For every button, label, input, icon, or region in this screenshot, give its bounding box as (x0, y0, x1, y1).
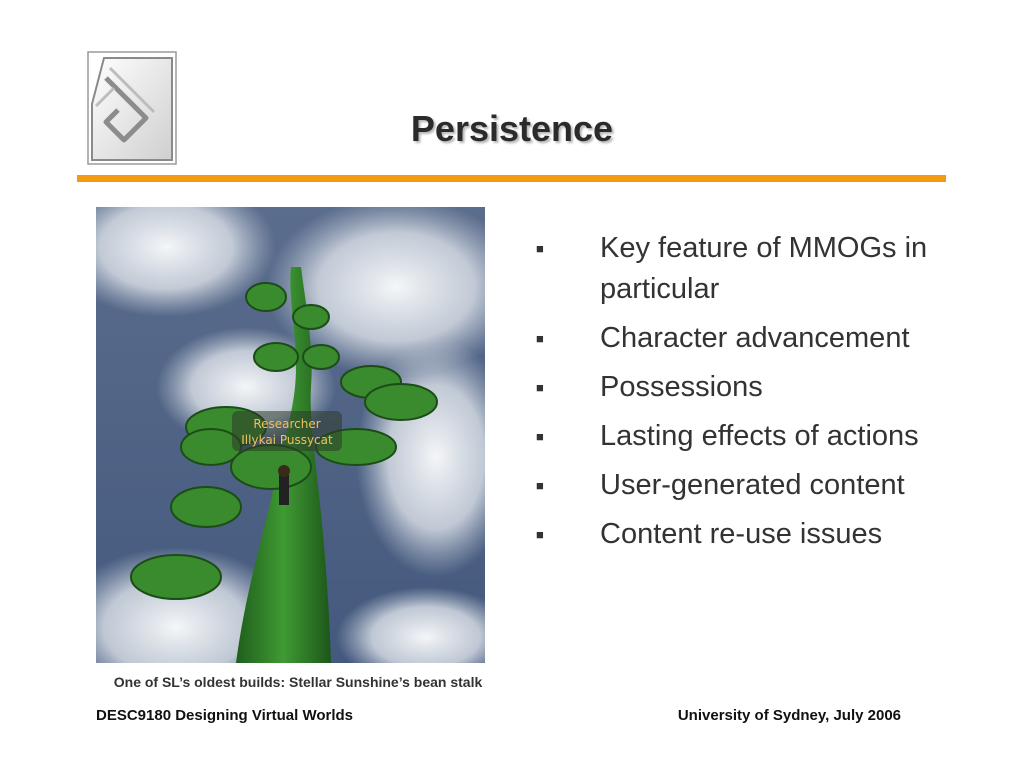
bean-stalk-photo (96, 207, 485, 663)
bullet-marker: ■ (536, 241, 544, 256)
slide-title: Persistence (410, 108, 614, 149)
bullet-marker: ■ (536, 527, 544, 542)
bullet-text: Lasting effects of actions (600, 420, 919, 452)
bullet-text: Possessions (600, 371, 763, 403)
bullet-item (530, 514, 950, 555)
bullet-text: User-generated content (600, 469, 905, 501)
bullet-text: Key feature of MMOGs in particular (600, 232, 928, 305)
bullet-marker: ■ (536, 331, 544, 346)
footer-institution: University of Sydney, July 2006 (677, 707, 901, 724)
bullet-item (530, 318, 950, 359)
bullet-item (530, 416, 950, 457)
image-caption: One of SL’s oldest builds: Stellar Sunshine’s bean stalk (113, 674, 483, 690)
bullet-text: Content re-use issues (600, 518, 883, 550)
footer-course: DESC9180 Designing Virtual Worlds (96, 707, 354, 724)
bullet-marker: ■ (536, 478, 544, 493)
bullet-text: Character advancement (600, 322, 910, 354)
title-divider (77, 175, 946, 182)
bullet-marker: ■ (536, 380, 544, 395)
avatar-name-label: Illykai Pussycat (241, 433, 333, 447)
bullet-item (530, 465, 950, 506)
bullet-item (530, 228, 950, 310)
bullet-list (530, 228, 950, 563)
avatar-role-label: Researcher (253, 417, 321, 431)
bullet-item (530, 367, 950, 408)
bullet-marker: ■ (536, 429, 544, 444)
